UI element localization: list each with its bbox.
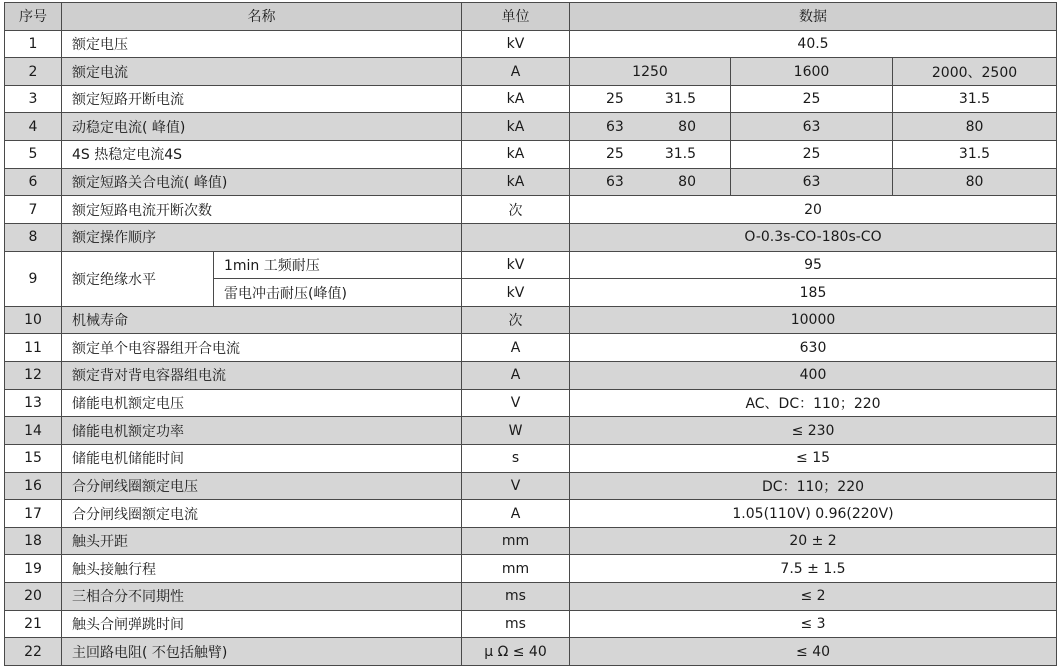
table-row (5, 334, 1057, 362)
value-1600a: 1600 (731, 58, 893, 86)
table-row (5, 30, 1057, 58)
row-name: 4S 热稳定电流4S (62, 141, 462, 169)
row-number: 20 (5, 583, 62, 611)
value-2000-2500a: 80 (893, 168, 1057, 196)
row-value: 400 (570, 362, 1057, 390)
row-value: 185 (570, 279, 1057, 307)
table-row (5, 555, 1057, 583)
row-unit: W (462, 417, 570, 445)
row-value: AC、DC：110；220 (570, 389, 1057, 417)
row-number: 16 (5, 472, 62, 500)
value-a: 25 (606, 91, 624, 108)
table-row (5, 58, 1057, 86)
row-value: ≤ 230 (570, 417, 1057, 445)
value-pair-cell (570, 85, 731, 113)
row-unit: A (462, 334, 570, 362)
header-unit: 单位 (462, 3, 570, 31)
value-1600a: 63 (731, 168, 893, 196)
value-pair-cell (570, 141, 731, 169)
row-number: 9 (5, 251, 62, 306)
row-name: 合分闸线圈额定电压 (62, 472, 462, 500)
table-row (5, 168, 1057, 196)
value-1600a: 25 (731, 141, 893, 169)
row-unit: s (462, 444, 570, 472)
row-unit: kA (462, 113, 570, 141)
row-name: 触头合闸弹跳时间 (62, 610, 462, 638)
table-row (5, 196, 1057, 224)
row-name: 额定电流 (62, 58, 462, 86)
row-number: 2 (5, 58, 62, 86)
row-unit: μ Ω ≤ 40 (462, 638, 570, 666)
header-no: 序号 (5, 3, 62, 31)
row-unit: A (462, 500, 570, 528)
row-unit: 次 (462, 196, 570, 224)
row-number: 10 (5, 306, 62, 334)
row-unit: V (462, 472, 570, 500)
row-number: 1 (5, 30, 62, 58)
value-b: 80 (678, 118, 696, 135)
value-a: 63 (606, 118, 624, 135)
row-number: 12 (5, 362, 62, 390)
row-unit: A (462, 362, 570, 390)
row-name: 主回路电阻( 不包括触臂) (62, 638, 462, 666)
row-unit: kV (462, 279, 570, 307)
row-value: 10000 (570, 306, 1057, 334)
value-2000-2500a: 31.5 (893, 85, 1057, 113)
value-pair-cell (570, 113, 731, 141)
row-number: 19 (5, 555, 62, 583)
row-unit: V (462, 389, 570, 417)
specifications-table (4, 2, 1057, 666)
row-value: 20 (570, 196, 1057, 224)
row-name: 触头接触行程 (62, 555, 462, 583)
row-number: 14 (5, 417, 62, 445)
row-name: 额定背对背电容器组电流 (62, 362, 462, 390)
row-name: 额定操作顺序 (62, 223, 462, 251)
value-b: 31.5 (664, 146, 696, 163)
table-row (5, 306, 1057, 334)
table-row (5, 141, 1057, 169)
table-row (5, 444, 1057, 472)
row-name: 三相合分不同期性 (62, 583, 462, 611)
row-value: ≤ 3 (570, 610, 1057, 638)
value-1600a: 25 (731, 85, 893, 113)
row-number: 3 (5, 85, 62, 113)
header-row (5, 3, 1057, 31)
row-name: 动稳定电流( 峰值) (62, 113, 462, 141)
row-number: 15 (5, 444, 62, 472)
table-row (5, 223, 1057, 251)
row-name: 额定绝缘水平 (62, 251, 214, 306)
row-value: 20 ± 2 (570, 527, 1057, 555)
row-value: 40.5 (570, 30, 1057, 58)
table-row (5, 527, 1057, 555)
row-value: 7.5 ± 1.5 (570, 555, 1057, 583)
row-unit: ms (462, 610, 570, 638)
row-name: 机械寿命 (62, 306, 462, 334)
row-value: ≤ 2 (570, 583, 1057, 611)
value-1600a: 63 (731, 113, 893, 141)
value-b: 31.5 (664, 91, 696, 108)
row-number: 6 (5, 168, 62, 196)
value-a: 63 (606, 174, 624, 191)
table-row (5, 472, 1057, 500)
row-number: 11 (5, 334, 62, 362)
row-unit: kA (462, 85, 570, 113)
row-number: 22 (5, 638, 62, 666)
table-row (5, 583, 1057, 611)
table-row (5, 389, 1057, 417)
table-row (5, 113, 1057, 141)
row-number: 21 (5, 610, 62, 638)
row-unit: mm (462, 527, 570, 555)
row-unit: ms (462, 583, 570, 611)
row-number: 13 (5, 389, 62, 417)
row-unit: kA (462, 168, 570, 196)
value-2000-2500a: 80 (893, 113, 1057, 141)
row-value: 630 (570, 334, 1057, 362)
row-number: 5 (5, 141, 62, 169)
value-1250a: 1250 (570, 58, 731, 86)
value-2000-2500a: 31.5 (893, 141, 1057, 169)
row-value: 95 (570, 251, 1057, 279)
table-row (5, 362, 1057, 390)
row-number: 18 (5, 527, 62, 555)
row-value: ≤ 15 (570, 444, 1057, 472)
table-row (5, 500, 1057, 528)
row-name: 合分闸线圈额定电流 (62, 500, 462, 528)
table-row (5, 417, 1057, 445)
row-unit: mm (462, 555, 570, 583)
table-row (5, 251, 1057, 279)
row-value: DC：110；220 (570, 472, 1057, 500)
row-unit: 次 (462, 306, 570, 334)
row-name: 额定短路电流开断次数 (62, 196, 462, 224)
row-name: 储能电机额定电压 (62, 389, 462, 417)
row-number: 8 (5, 223, 62, 251)
row-number: 7 (5, 196, 62, 224)
row-unit (462, 223, 570, 251)
row-name: 储能电机额定功率 (62, 417, 462, 445)
row-name: 储能电机储能时间 (62, 444, 462, 472)
value-b: 80 (678, 174, 696, 191)
table-row (5, 638, 1057, 666)
row-number: 4 (5, 113, 62, 141)
row-name: 额定电压 (62, 30, 462, 58)
sub-item-name: 雷电冲击耐压(峰值) (214, 279, 462, 307)
value-pair-cell (570, 168, 731, 196)
value-a: 25 (606, 146, 624, 163)
row-name: 额定单个电容器组开合电流 (62, 334, 462, 362)
table-row (5, 85, 1057, 113)
row-unit: A (462, 58, 570, 86)
row-value: ≤ 40 (570, 638, 1057, 666)
row-unit: kV (462, 251, 570, 279)
row-unit: kA (462, 141, 570, 169)
header-data: 数据 (570, 3, 1057, 31)
row-number: 17 (5, 500, 62, 528)
header-name: 名称 (62, 3, 462, 31)
row-name: 额定短路开断电流 (62, 85, 462, 113)
row-value: O-0.3s-CO-180s-CO (570, 223, 1057, 251)
sub-item-name: 1min 工频耐压 (214, 251, 462, 279)
row-name: 触头开距 (62, 527, 462, 555)
value-2000-2500a: 2000、2500 (893, 58, 1057, 86)
row-name: 额定短路关合电流( 峰值) (62, 168, 462, 196)
table-row (5, 610, 1057, 638)
row-unit: kV (462, 30, 570, 58)
row-value: 1.05(110V) 0.96(220V) (570, 500, 1057, 528)
